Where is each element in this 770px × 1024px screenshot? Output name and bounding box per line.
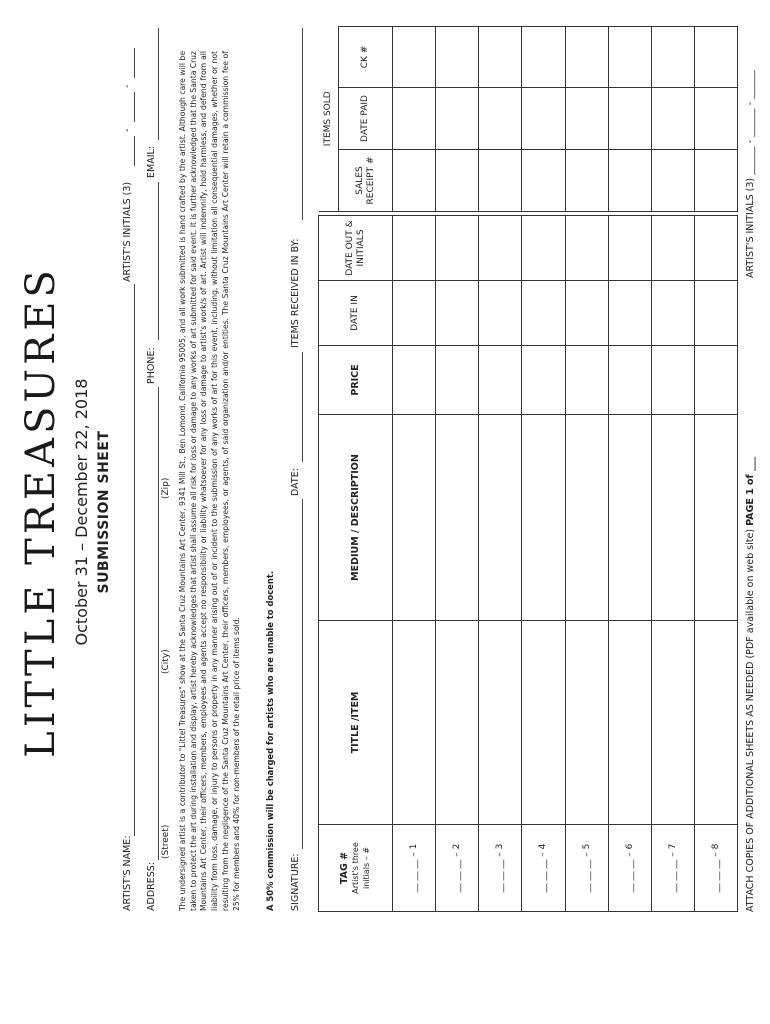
commission-note: A 50% commission will be charged for artists who are unable to docent. [265, 570, 275, 911]
date-paid-cell[interactable] [522, 88, 565, 150]
page-title: LITTLE TREASURES [18, 266, 64, 758]
medium-cell[interactable] [608, 415, 651, 621]
title-header: TITLE /ITEM [319, 621, 393, 825]
artist-name-field[interactable] [134, 284, 135, 836]
ck-cell[interactable] [565, 26, 608, 87]
price-cell[interactable] [436, 346, 479, 415]
receipt-cell[interactable] [694, 150, 737, 212]
submission-table [318, 26, 738, 912]
signature-field[interactable] [302, 499, 303, 849]
date-out-cell[interactable] [565, 216, 608, 281]
initials-field-1[interactable] [134, 136, 135, 166]
date-in-cell[interactable] [479, 281, 522, 346]
ck-cell[interactable] [608, 26, 651, 87]
tag-cell: __ __ __ – 6 [608, 825, 651, 912]
receipt-cell[interactable] [608, 150, 651, 212]
initials-field-3[interactable] [134, 48, 135, 78]
receipt-cell[interactable] [393, 150, 436, 212]
medium-header: MEDIUM / DESCRIPTION [319, 415, 393, 621]
title-cell[interactable] [479, 621, 522, 825]
artist-name-label: ARTIST'S NAME: [122, 835, 133, 911]
show-dates: October 31 – December 22, 2018 [72, 378, 91, 646]
date-out-header: DATE OUT & INITIALS [319, 216, 393, 281]
submission-sheet: LITTLE TREASURES October 31 – December 22, 2018 SUBMISSION SHEET ARTIST'S NAME: ARTIST'S INITIALS (3) - - ADDRESS: PHONE: EMAIL: (Street) (City) (Zip) The undersigned artist is a contributor to "Littel Treasures" show at the Santa Cruz Mountains Art Center, 9341 Mill St., Ben Lomond, California 95005, and all work submitted is hand crafted by the artist. Although care will be taken to protect the art during installation and display, artist hereby acknowledges that artist shall assume all risk for loss or damage to any works of art submitted for said event. It is further acknowledged that the Santa Cruz Mountains Art Center, their officers, members, employees and agents accept no responsibility or liability whatsoever for any loss or damage to artist's work/s of art. Artist will indemnify, hold harmless, and defend from all liability from loss, damage, or injury to persons or property in any manner arising out of or incident to the submission of any works of art for this event, including, without limitation all consequential damages, whether or not resulting from the negligence of the Santa Cruz Mountains Art Center, their officers, members, employees, or agents, of said organization and/or entities. The Santa Cruz Mountains Art Center will retain a commission fee of 25% for members and 40% for non-members of the retail price of items sold. A 50% commission will be charged for artists who are unable to docent. SIGNATURE: DATE: ITEMS RECEIVED IN BY: TAG # Artist's three initials – # TITLE /ITEM MEDIUM / DESCRIPTION PRICE DATE IN DATE OUT & INITIALS ITEMS SOLD SALES RECEIPT # DATE PAID CK # __ __ __ – 1 __ __ __ – 2 __ __ __ – 3 __ __ __ – 4 __ __ __ – 5 __ __ __ – 6 __ __ __ – 7 __ __ __ – 8 ATTACH COPIES OF ADDITIONAL SHEETS AS NEEDED (PDF available on web site) PAGE 1 of ___ ARTIST'S INITIALS (3) ______ - ______ - ______ [0, 0, 770, 1024]
tag-cell: __ __ __ – 7 [651, 825, 694, 912]
date-in-cell[interactable] [436, 281, 479, 346]
date-paid-cell[interactable] [694, 88, 737, 150]
table-row [522, 26, 565, 911]
medium-cell[interactable] [651, 415, 694, 621]
table-row [479, 26, 522, 911]
price-cell[interactable] [608, 346, 651, 415]
date-paid-cell[interactable] [565, 88, 608, 150]
items-received-field[interactable] [302, 28, 303, 220]
receipt-cell[interactable] [479, 150, 522, 212]
title-cell[interactable] [436, 621, 479, 825]
tag-header: TAG # Artist's three initials – # [319, 825, 393, 912]
date-out-cell[interactable] [522, 216, 565, 281]
tag-cell: __ __ __ – 3 [479, 825, 522, 912]
address-label: ADDRESS: [146, 862, 157, 911]
tag-cell: __ __ __ – 1 [393, 825, 436, 912]
price-cell[interactable] [393, 346, 436, 415]
address-field[interactable] [158, 387, 159, 860]
price-cell[interactable] [565, 346, 608, 415]
date-in-cell[interactable] [694, 281, 737, 346]
street-caption: (Street) [161, 824, 171, 859]
date-out-cell[interactable] [694, 216, 737, 281]
date-in-cell[interactable] [522, 281, 565, 346]
page-label: PAGE 1 of ___ [745, 456, 756, 526]
date-in-header: DATE IN [319, 281, 393, 346]
ck-cell[interactable] [393, 26, 436, 87]
title-cell[interactable] [393, 621, 436, 825]
price-cell[interactable] [651, 346, 694, 415]
title-cell[interactable] [694, 621, 737, 825]
items-sold-header: ITEMS SOLD [319, 26, 339, 211]
tag-cell: __ __ __ – 8 [694, 825, 737, 912]
artist-initials-label: ARTIST'S INITIALS (3) [122, 181, 133, 282]
date-paid-cell[interactable] [436, 88, 479, 150]
date-label: DATE: [290, 468, 301, 496]
tag-cell: __ __ __ – 2 [436, 825, 479, 912]
tag-cell: __ __ __ – 5 [565, 825, 608, 912]
table-row [694, 26, 737, 911]
date-in-cell[interactable] [651, 281, 694, 346]
date-field[interactable] [302, 352, 303, 462]
medium-cell[interactable] [565, 415, 608, 621]
table-row [393, 26, 436, 911]
receipt-cell[interactable] [651, 150, 694, 212]
date-paid-cell[interactable] [651, 88, 694, 150]
ck-cell[interactable] [436, 26, 479, 87]
medium-cell[interactable] [694, 415, 737, 621]
medium-cell[interactable] [479, 415, 522, 621]
ck-cell[interactable] [651, 26, 694, 87]
phone-field[interactable] [158, 182, 159, 340]
ck-cell[interactable] [694, 26, 737, 87]
receipt-cell[interactable] [522, 150, 565, 212]
items-received-label: ITEMS RECEIVED IN BY: [290, 238, 301, 348]
price-header: PRICE [319, 346, 393, 415]
title-cell[interactable] [522, 621, 565, 825]
disclaimer-text: The undersigned artist is a contributor to "Littel Treasures" show at the Santa Cruz Mountains Art Center, 9341 Mill St., Ben Lomond, California 95005, and all work submitted is hand crafted by the artist. Although care will be taken to protect the art during installation and display, artist hereby acknowledges that artist shall assume all risk for loss or damage to any works of art submitted for said event. It is further acknowledged that the Santa Cruz Mountains Art Center, their officers, members, employees and agents accept no responsibility or liability whatsoever for any loss or damage to artist's work/s of art. Artist will indemnify, hold harmless, and defend from all liability from loss, damage, or injury to persons or property in any manner arising out of or incident to the submission of any works of art for this event, including, without limitation all consequential damages, whether or not resulting from the negligence of the Santa Cruz Mountains Art Center, their officers, members, employees, or agents, of said organization and/or entities. The Santa Cruz Mountains Art Center will retain a commission fee of 25% for members and 40% for non-members of the retail price of items sold. [178, 51, 241, 911]
email-field[interactable] [158, 28, 159, 140]
tag-cell: __ __ __ – 4 [522, 825, 565, 912]
table-row [565, 26, 608, 911]
ck-cell[interactable] [479, 26, 522, 87]
date-out-cell[interactable] [436, 216, 479, 281]
date-paid-cell[interactable] [393, 88, 436, 150]
table-row [651, 26, 694, 911]
date-paid-cell[interactable] [608, 88, 651, 150]
email-label: EMAIL: [146, 146, 157, 178]
footer-artist-initials: ARTIST'S INITIALS (3) ______ - ______ - ______ [745, 70, 756, 278]
price-cell[interactable] [479, 346, 522, 415]
price-cell[interactable] [694, 346, 737, 415]
phone-label: PHONE: [146, 347, 157, 384]
receipt-cell[interactable] [565, 150, 608, 212]
date-in-cell[interactable] [393, 281, 436, 346]
date-out-cell[interactable] [393, 216, 436, 281]
title-cell[interactable] [565, 621, 608, 825]
title-cell[interactable] [608, 621, 651, 825]
date-paid-cell[interactable] [479, 88, 522, 150]
initials-field-2[interactable] [134, 92, 135, 122]
date-out-cell[interactable] [651, 216, 694, 281]
date-paid-header: DATE PAID [339, 88, 393, 150]
date-out-cell[interactable] [479, 216, 522, 281]
receipt-cell[interactable] [436, 150, 479, 212]
footer-note [745, 457, 756, 912]
ck-cell[interactable] [522, 26, 565, 87]
date-in-cell[interactable] [565, 281, 608, 346]
sales-receipt-header: SALES RECEIPT # [339, 150, 393, 212]
date-out-cell[interactable] [608, 216, 651, 281]
table-row [608, 26, 651, 911]
zip-caption: (Zip) [161, 477, 171, 499]
sheet-subtitle: SUBMISSION SHEET [96, 430, 112, 594]
medium-cell[interactable] [393, 415, 436, 621]
price-cell[interactable] [522, 346, 565, 415]
table-row [436, 26, 479, 911]
medium-cell[interactable] [522, 415, 565, 621]
ck-header: CK # [339, 26, 393, 87]
title-cell[interactable] [651, 621, 694, 825]
medium-cell[interactable] [436, 415, 479, 621]
date-in-cell[interactable] [608, 281, 651, 346]
city-caption: (City) [161, 649, 171, 674]
signature-label: SIGNATURE: [290, 853, 301, 911]
attach-copies-note: ATTACH COPIES OF ADDITIONAL SHEETS AS NEEDED (PDF available on web site) [745, 528, 756, 912]
